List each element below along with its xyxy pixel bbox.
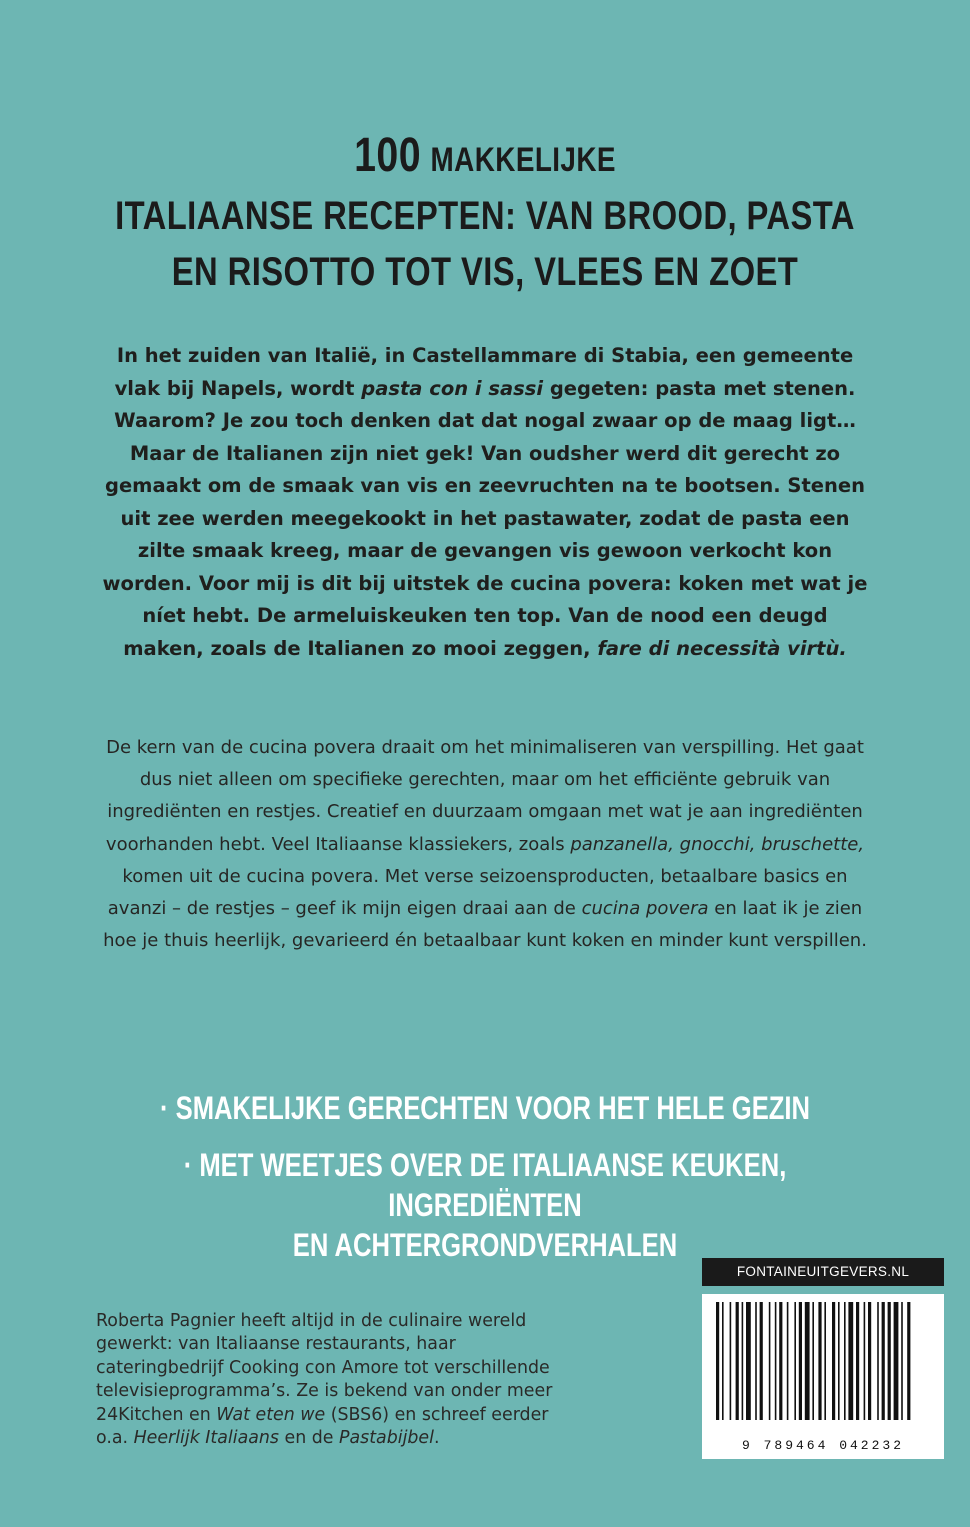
barcode-bar [868, 1302, 871, 1420]
barcode [702, 1294, 944, 1459]
barcode-bar [736, 1302, 739, 1420]
bullet-list [97, 1088, 873, 1265]
headline [87, 128, 882, 300]
barcode-bar [832, 1302, 835, 1420]
barcode-digits: 9 789464 042232 [741, 1438, 905, 1453]
bio-text-b: (SBS6) en schreef eerder o.a. [96, 1404, 549, 1449]
author-bio [96, 1310, 566, 1450]
intro-paragraph [100, 340, 870, 665]
body-text-a: De kern van de cucina povera draait om het minimaliseren van verspilling. Het gaat dus niet alleen om specifieke gerechten, maar om het efficiënte gebruik van ingrediënten en restjes. Creatief en duurzaam omgaan met wat je aan ingrediënten voorhanden hebt. Veel Italiaanse klassiekers, zoals [105, 737, 864, 855]
headline-line-3: EN RISOTTO TOT VIS, VLEES EN ZOET [171, 250, 799, 294]
bio-text-a: Roberta Pagnier heeft altijd in de culinaire wereld gewerkt: van Italiaanse restaurants, haar cateringbedrijf Cooking con Amore tot verschillende televisieprogramma’s. Ze is bekend van onder meer 24Kitchen en [96, 1311, 553, 1425]
barcode-bar [760, 1302, 763, 1420]
body-italic-a: panzanella, gnocchi, bruschette, [570, 833, 865, 855]
publisher-website: FONTAINEUITGEVERS.NL [702, 1258, 944, 1286]
barcode-bar [864, 1302, 866, 1420]
barcode-bar [742, 1302, 744, 1420]
barcode-bar [818, 1302, 821, 1420]
barcode-bar [901, 1302, 903, 1420]
body-italic-b: cucina povera [581, 898, 709, 920]
bullet-2-line-1: · MET WEETJES OVER DE ITALIAANSE KEUKEN, INGREDIËNTEN [183, 1147, 787, 1223]
barcode-bar [799, 1302, 802, 1420]
bullet-1: · SMAKELIJKE GERECHTEN VOOR HET HELE GEZIN [159, 1090, 811, 1126]
headline-word: MAKKELIJKE [430, 141, 616, 179]
barcode-bar [722, 1302, 724, 1420]
headline-number: 100 [354, 129, 422, 182]
barcode-bar [856, 1302, 859, 1420]
barcode-bar [838, 1302, 840, 1420]
headline-line-1 [87, 128, 882, 188]
barcode-bar [794, 1302, 796, 1420]
barcode-bar [812, 1302, 814, 1420]
headline-line-2: ITALIAANSE RECEPTEN: VAN BROOD, PASTA [115, 194, 855, 238]
barcode-block [702, 1258, 944, 1463]
barcode-bar [787, 1302, 789, 1420]
bio-italic-a: Wat eten we [216, 1404, 326, 1425]
barcode-bar [824, 1302, 826, 1420]
barcode-bar [755, 1302, 757, 1420]
barcode-bar [769, 1302, 771, 1420]
barcode-bar [775, 1302, 777, 1420]
bullet-2-line-2: EN ACHTERGRONDVERHALEN [292, 1227, 678, 1263]
barcode-bars [712, 1302, 934, 1427]
intro-text-2: gegeten: pasta met stenen. Waarom? Je zou toch denken dat dat nogal zwaar op de maag ligt… Maar de Italianen zijn niet gek! Van oudsher werd dit gerecht zo gemaakt om de smaak van vis en zeevruchten na te bootsen. Stenen uit zee werden meegekookt in het pastawater, zodat de pasta een zilte smaak kreeg, maar de gevangen vis gewoon verkocht kon worden. Voor mij is dit bij uitstek de cucina povera: koken met wat je níet hebt. De armeluiskeuken ten top. Van de nood een deugd maken, zoals de Italianen zo mooi zeggen, [102, 376, 868, 660]
barcode-bar [888, 1302, 891, 1420]
intro-italic-1: pasta con i sassi [361, 376, 544, 400]
barcode-bar [844, 1302, 846, 1420]
body-paragraph [100, 732, 870, 957]
bio-italic-b: Heerlijk Italiaans [133, 1428, 279, 1449]
bio-text-d: . [433, 1428, 440, 1449]
barcode-bar [882, 1302, 885, 1420]
bio-italic-c: Pastabijbel [339, 1428, 434, 1449]
barcode-bar [716, 1302, 719, 1420]
barcode-bar [779, 1302, 782, 1420]
barcode-bar [907, 1302, 910, 1420]
barcode-bar [805, 1302, 810, 1420]
barcode-bar [730, 1302, 732, 1420]
barcode-bar [746, 1302, 751, 1420]
bullet-2 [97, 1145, 873, 1265]
barcode-bar [894, 1302, 899, 1420]
barcode-bar [877, 1302, 879, 1420]
barcode-bar [848, 1302, 853, 1420]
intro-text-1: In het zuiden van Italië, in Castellammare di Stabia, een gemeente vlak bij Napels, wordt [114, 344, 854, 400]
bio-text-c: en de [278, 1428, 340, 1449]
body-text-c: en laat ik je zien hoe je thuis heerlijk, gevarieerd én betaalbaar kunt koken en minder kunt verspillen. [103, 898, 867, 952]
intro-italic-2: fare di necessità virtù. [597, 636, 847, 660]
body-text-b: komen uit de cucina povera. Met verse seizoensproducten, betaalbare basics en avanzi – de restjes – geef ik mijn eigen draai aan de [107, 865, 848, 920]
